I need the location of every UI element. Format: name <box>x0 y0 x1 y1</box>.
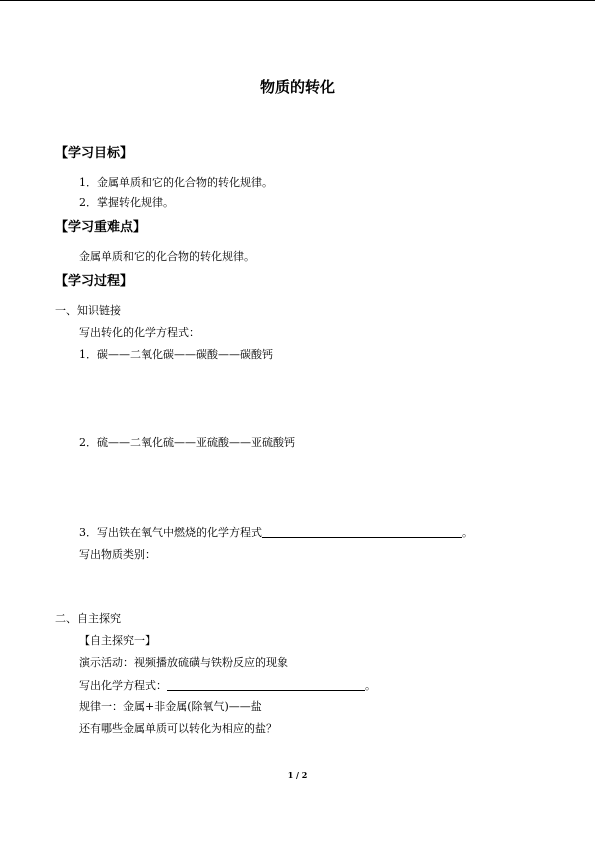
top-border-line <box>0 0 595 1</box>
inquiry-1-heading: 【自主探究一】 <box>79 634 156 647</box>
page-title: 物质的转化 <box>259 78 335 96</box>
question-1: 1．碳——二氧化碳——碳酸——碳酸钙 <box>79 348 273 361</box>
section-key-heading: 【学习重难点】 <box>55 220 147 235</box>
equation-prompt <box>79 679 376 691</box>
section-process-heading: 【学习过程】 <box>55 274 134 289</box>
question-3-text: 3．写出铁在氧气中燃烧的化学方程式 <box>79 526 262 539</box>
question-2: 2．硫——二氧化硫——亚硫酸——亚硫酸钙 <box>79 436 295 449</box>
key-text: 金属单质和它的化合物的转化规律。 <box>79 250 255 263</box>
answer-blank-equation[interactable] <box>167 679 365 691</box>
material-categories-prompt: 写出物质类别： <box>79 548 156 561</box>
goal-item-2: 2．掌握转化规律。 <box>79 196 174 209</box>
answer-blank-3[interactable] <box>262 526 462 538</box>
question-other-metals: 还有哪些金属单质可以转化为相应的盐？ <box>79 722 277 735</box>
page-number: 1 / 2 <box>287 770 308 780</box>
question-3-end: 。 <box>462 526 473 539</box>
equation-prompt-end: 。 <box>365 679 376 692</box>
section-goals-heading: 【学习目标】 <box>55 146 134 161</box>
part2-heading: 二、自主探究 <box>55 612 121 625</box>
question-3 <box>79 526 473 538</box>
demo-activity: 演示活动：视频播放硫磺与铁粉反应的现象 <box>79 656 288 669</box>
equation-prompt-text: 写出化学方程式： <box>79 679 167 692</box>
part1-intro: 写出转化的化学方程式： <box>79 326 200 339</box>
rule-1: 规律一：金属+非金属(除氧气)——盐 <box>79 700 262 713</box>
goal-item-1: 1．金属单质和它的化合物的转化规律。 <box>79 176 273 189</box>
part1-heading: 一、知识链接 <box>55 304 121 317</box>
